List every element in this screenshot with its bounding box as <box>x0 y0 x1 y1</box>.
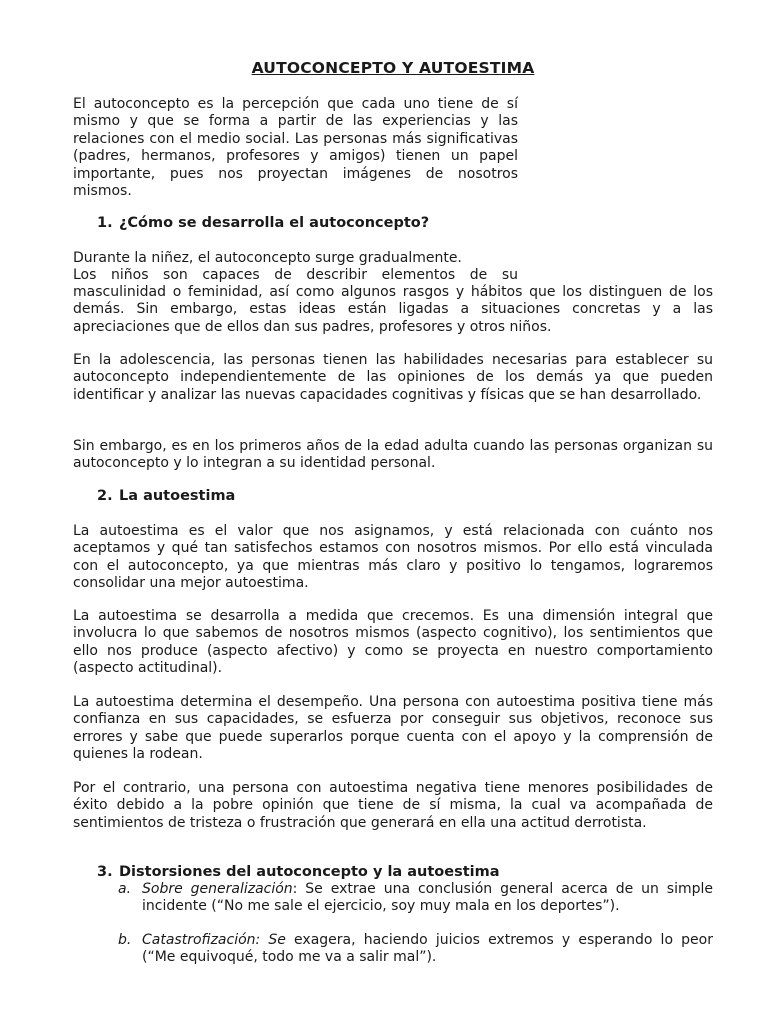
list-item <box>118 932 713 967</box>
section-2-paragraph-2: La autoestima se desarrolla a medida que crecemos. Es una dimensión integral que involucra lo que sabemos de nosotros mismos (aspecto cognitivo), los sentimientos que ello nos produce (aspecto afectivo) y como se proyecta en nuestro comportamiento (aspecto actitudinal). <box>73 608 713 677</box>
section-1-heading <box>97 215 429 232</box>
section-1-paragraph-1: masculinidad o feminidad, así como algunos rasgos y hábitos que los distinguen de los demás. Sin embargo, estas ideas están ligadas a situaciones concretas y a las apreciaciones que de ellos dan sus padres, profesores y otros niños. <box>73 284 713 335</box>
list-item-body: exagera, haciendo juicios extremos y esperando lo peor (“Me equivoqué, todo me va a salir mal”). <box>142 932 713 966</box>
list-marker: b. <box>118 932 132 948</box>
section-2-heading <box>97 488 235 505</box>
section-number: 3. <box>97 864 113 880</box>
intro-paragraph: El autoconcepto es la percepción que cada uno tiene de sí mismo y que se forma a partir de las experiencias y las relaciones con el medio social. Las personas más significativas (padres, hermanos, profesores y amigos) tienen un papel importante, pues nos proyectan imágenes de nosotros mismos. <box>73 96 518 200</box>
section-number: 2. <box>97 488 113 504</box>
list-marker: a. <box>118 881 132 897</box>
list-item-term: Catastrofización: Se <box>142 932 286 948</box>
list-item-term: Sobre generalización <box>142 881 293 897</box>
section-2-paragraph-4: Por el contrario, una persona con autoestima negativa tiene menores posibilidades de éxito debido a la pobre opinión que tiene de sí misma, la cual va acompañada de sentimientos de tristeza o frustración que generará en ella una actitud derrotista. <box>73 780 713 831</box>
section-heading-text: Distorsiones del autoconcepto y la autoestima <box>119 864 500 880</box>
section-2-paragraph-3: La autoestima determina el desempeño. Una persona con autoestima positiva tiene más confianza en sus capacidades, se esfuerza por conseguir sus objetivos, reconoce sus errores y sabe que puede superarlos porque cuenta con el apoyo y la comprensión de quienes la rodean. <box>73 694 713 763</box>
section-1-paragraph-3: Sin embargo, es en los primeros años de la edad adulta cuando las personas organizan su autoconcepto y lo integran a su identidad personal. <box>73 438 713 472</box>
list-item <box>118 881 713 916</box>
document-title: AUTOCONCEPTO Y AUTOESTIMA <box>251 59 535 77</box>
section-1-line-2: Los niños son capaces de describir elementos de su <box>73 267 518 283</box>
section-1-paragraph-2: En la adolescencia, las personas tienen las habilidades necesarias para establecer su autoconcepto independientemente de las opiniones de los demás ya que pueden identificar y analizar las nuevas capacidades cognitivas y físicas que se han desarrollado. <box>73 352 713 403</box>
list-item-text <box>142 932 713 967</box>
list-item-body: : Se extrae una conclusión general acerca de un simple incidente (“No me sale el ejercicio, soy muy mala en los deportes”). <box>142 881 713 915</box>
section-1-line-1: Durante la niñez, el autoconcepto surge gradualmente. <box>73 250 462 266</box>
section-heading-text: ¿Cómo se desarrolla el autoconcepto? <box>119 215 430 231</box>
list-item-text <box>142 881 713 916</box>
section-number: 1. <box>97 215 113 231</box>
section-heading-text: La autoestima <box>119 488 236 504</box>
section-3-heading <box>97 864 500 881</box>
section-2-paragraph-1: La autoestima es el valor que nos asignamos, y está relacionada con cuánto nos aceptamos y qué tan satisfechos estamos con nosotros mismos. Por ello está vinculada con el autoconcepto, ya que mientras más claro y positivo lo tengamos, lograremos consolidar una mejor autoestima. <box>73 523 713 592</box>
